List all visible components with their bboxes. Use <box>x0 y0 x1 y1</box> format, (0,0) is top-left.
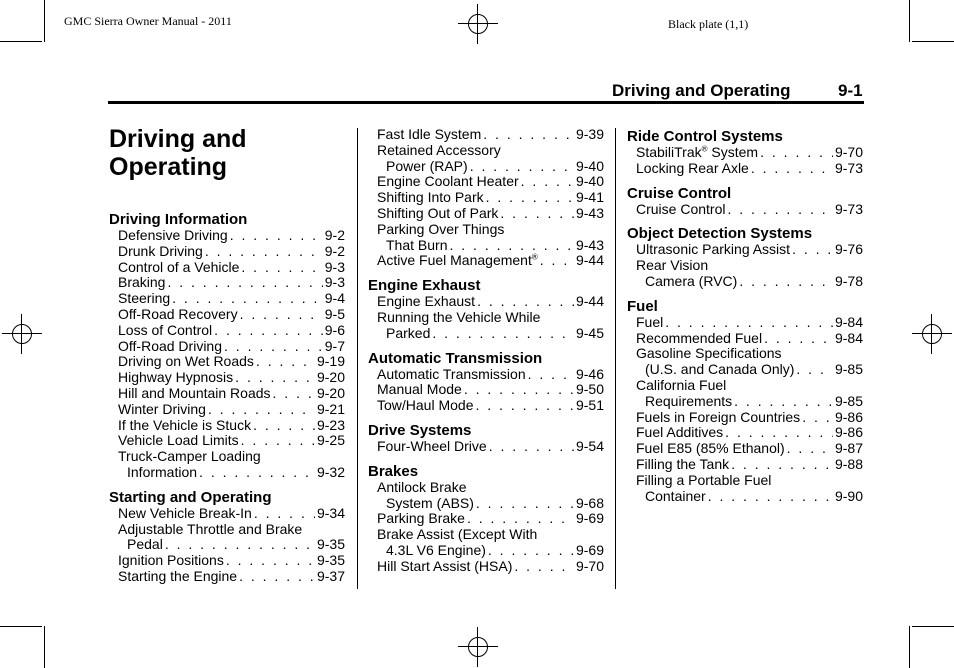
toc-entry-text <box>377 253 538 269</box>
toc-entry-title-cont: Container <box>645 487 706 504</box>
toc-leader-dots <box>725 425 833 441</box>
toc-page-number: 9-20 <box>316 369 345 386</box>
toc-column-2 <box>368 127 604 575</box>
toc-entry-text <box>118 307 238 323</box>
toc-leader-dots <box>727 202 832 218</box>
toc-entry-title: Truck-Camper Loading <box>118 448 261 465</box>
toc-leader-dots <box>224 339 323 355</box>
toc-entry[interactable] <box>109 275 345 291</box>
header-rule <box>108 101 864 104</box>
toc-leader-dots <box>787 441 833 457</box>
toc-page-number: 9-44 <box>575 252 604 269</box>
toc-page-number: 9-41 <box>575 189 604 206</box>
registration-mark-icon <box>912 314 952 354</box>
toc-entry[interactable] <box>109 537 345 553</box>
toc-entry[interactable] <box>368 127 604 143</box>
toc-entry-text <box>118 370 233 386</box>
toc-leader-dots <box>165 537 315 553</box>
toc-page-number: 9-3 <box>324 258 345 275</box>
toc-page-number: 9-45 <box>575 324 604 341</box>
toc-entry-title-cont: Requirements <box>645 392 733 409</box>
toc-entry-text <box>118 291 170 307</box>
toc-page-number: 9-70 <box>834 144 863 160</box>
toc-entry-text <box>636 441 785 457</box>
toc-entry-text <box>118 228 228 244</box>
toc-section-heading: Brakes <box>368 462 419 480</box>
toc-entry[interactable] <box>109 569 345 585</box>
toc-entry-title: Running the Vehicle While <box>377 308 541 325</box>
toc-entry-title: Drunk Driving <box>118 242 203 259</box>
toc-leader-dots <box>528 367 574 383</box>
toc-entry-title: Steering <box>118 290 171 307</box>
toc-leader-dots <box>240 307 323 323</box>
toc-entry[interactable] <box>627 242 863 258</box>
toc-page-number: 9-54 <box>575 437 604 454</box>
chapter-title-line: Operating <box>109 153 228 181</box>
crop-mark <box>912 41 954 42</box>
toc-entry-text <box>118 323 212 339</box>
toc-entry-title: Defensive Driving <box>118 227 228 243</box>
header-section-title: Driving and Operating <box>612 81 791 100</box>
toc-leader-dots <box>254 506 315 522</box>
toc-entry-text <box>118 553 224 569</box>
toc-entry[interactable] <box>627 331 863 347</box>
plate-label: Black plate (1,1) <box>668 17 749 31</box>
registration-mark-icon <box>458 627 498 667</box>
toc-entry-text <box>127 537 163 553</box>
toc-page-number: 9-19 <box>316 353 345 370</box>
toc-entry-text <box>118 244 203 260</box>
toc-leader-dots <box>521 174 574 190</box>
chapter-title-line: Driving and <box>109 125 247 153</box>
toc-entry-text <box>377 174 519 190</box>
toc-page-number: 9-4 <box>324 290 345 307</box>
toc-entry[interactable] <box>109 291 345 307</box>
toc-leader-dots <box>449 238 573 254</box>
toc-page-number: 9-5 <box>324 305 345 322</box>
toc-page-number: 9-40 <box>575 157 604 174</box>
toc-entry-title: Brake Assist (Except With <box>377 526 538 543</box>
toc-entry-text <box>636 410 800 426</box>
crop-mark <box>909 0 910 42</box>
toc-entry-title: Active Fuel Management <box>377 252 532 269</box>
toc-page-number: 9-90 <box>834 487 863 504</box>
toc-entry-text <box>386 159 468 175</box>
toc-section-heading: Automatic Transmission <box>368 349 543 367</box>
toc-entry[interactable] <box>627 457 863 473</box>
toc-leader-dots <box>214 323 323 339</box>
toc-leader-dots <box>731 457 833 473</box>
toc-page-number: 9-44 <box>575 293 604 310</box>
toc-entry-text <box>386 543 486 559</box>
toc-entry-text <box>118 339 222 355</box>
toc-leader-dots <box>486 190 574 206</box>
toc-page-number: 9-87 <box>834 440 863 457</box>
toc-page-number: 9-84 <box>834 329 863 346</box>
toc-leader-dots <box>167 275 322 291</box>
toc-entry-text <box>118 569 237 585</box>
toc-entry-title: Adjustable Throttle and Brake <box>118 520 303 537</box>
toc-entry[interactable] <box>368 206 604 222</box>
toc-entry-title: Four-Wheel Drive <box>377 437 487 454</box>
toc-page-number: 9-39 <box>575 126 604 142</box>
toc-entry-title-cont: Camera (RVC) <box>645 272 738 289</box>
toc-page-number: 9-86 <box>834 408 863 425</box>
toc-section-heading: Driving Information <box>109 211 248 228</box>
toc-entry-text <box>377 382 462 398</box>
manual-title: GMC Sierra Owner Manual - 2011 <box>64 14 232 28</box>
toc-page-number: 9-3 <box>324 274 345 291</box>
toc-page-number: 9-84 <box>834 313 863 330</box>
toc-page-number: 9-35 <box>316 552 345 569</box>
toc-entry-title-cont: That Burn <box>386 236 448 253</box>
toc-entry[interactable] <box>109 228 345 244</box>
toc-page-number: 9-70 <box>575 557 604 574</box>
toc-leader-dots <box>235 370 315 386</box>
toc-page-number: 9-85 <box>834 392 863 409</box>
toc-leader-dots <box>432 326 574 342</box>
toc-entry-title: Filling a Portable Fuel <box>636 471 772 488</box>
toc-entry-title: New Vehicle Break-In <box>118 504 252 521</box>
toc-page-number: 9-23 <box>316 416 345 433</box>
toc-entry-text <box>377 367 526 383</box>
registered-mark: ® <box>701 144 708 154</box>
toc-entry[interactable] <box>627 394 863 410</box>
toc-entry-text <box>636 457 729 473</box>
toc-entry[interactable] <box>368 511 604 527</box>
toc-entry-title: Fuel E85 (85% Ethanol) <box>636 440 785 457</box>
toc-page-number: 9-25 <box>316 432 345 449</box>
toc-page-number: 9-73 <box>834 159 863 176</box>
toc-entry-title: Filling the Tank <box>636 455 730 472</box>
toc-page-number: 9-20 <box>316 384 345 401</box>
toc-entry-text <box>636 145 758 161</box>
toc-entry-text <box>118 354 254 370</box>
toc-page-number: 9-88 <box>834 455 863 472</box>
toc-entry[interactable] <box>109 433 345 449</box>
toc-entry-title-cont: Power (RAP) <box>386 157 468 174</box>
toc-entry[interactable] <box>627 425 863 441</box>
toc-entry-title: California Fuel <box>636 376 727 393</box>
chapter-title <box>109 125 247 181</box>
toc-section-heading: Engine Exhaust <box>368 277 481 295</box>
toc-entry-text <box>636 425 723 441</box>
toc-entry-text <box>386 496 474 512</box>
crop-mark <box>912 626 954 627</box>
toc-entry-title: Shifting Out of Park <box>377 204 499 221</box>
toc-entry-title: Parking Brake <box>377 510 465 527</box>
toc-entry[interactable] <box>368 238 604 254</box>
toc-entry-title-cont: (U.S. and Canada Only) <box>645 361 795 378</box>
registered-mark: ® <box>531 252 538 262</box>
toc-entry-text <box>118 506 252 522</box>
toc-leader-dots <box>802 410 833 426</box>
toc-leader-dots <box>477 294 574 310</box>
toc-entry[interactable] <box>368 253 604 269</box>
toc-page-number: 9-68 <box>575 494 604 511</box>
toc-page-number: 9-85 <box>834 361 863 378</box>
toc-entry[interactable] <box>368 326 604 342</box>
toc-entry-title-cont: Information <box>127 463 198 480</box>
toc-leader-dots <box>796 362 833 378</box>
toc-page-number: 9-69 <box>575 510 604 527</box>
toc-entry[interactable] <box>109 244 345 260</box>
toc-entry-title: Starting the Engine <box>118 567 238 584</box>
toc-leader-dots <box>256 354 315 370</box>
toc-entry-title: Locking Rear Axle <box>636 159 749 176</box>
toc-entry-title: Parking Over Things <box>377 220 505 237</box>
toc-entry[interactable] <box>368 190 604 206</box>
toc-entry[interactable] <box>627 410 863 426</box>
toc-entry-text <box>377 127 481 143</box>
toc-page-number: 9-51 <box>575 397 604 414</box>
toc-page-number: 9-50 <box>575 381 604 398</box>
toc-entry[interactable] <box>368 174 604 190</box>
toc-section-heading: Fuel <box>627 297 658 315</box>
toc-leader-dots <box>751 161 833 177</box>
toc-entry[interactable] <box>109 465 345 481</box>
toc-entry-text <box>645 394 732 410</box>
toc-entry-text <box>636 315 663 331</box>
toc-entry-text <box>386 326 430 342</box>
toc-page-number: 9-43 <box>575 236 604 253</box>
toc-leader-dots <box>199 465 315 481</box>
toc-entry-title: Manual Mode <box>377 381 462 398</box>
crop-mark <box>0 41 42 42</box>
crop-mark <box>44 0 45 42</box>
toc-entry-title-cont: Parked <box>386 324 431 341</box>
toc-entry-text <box>377 190 484 206</box>
toc-entry-title: Driving on Wet Roads <box>118 353 254 370</box>
toc-leader-dots <box>226 553 315 569</box>
toc-entry[interactable] <box>109 339 345 355</box>
toc-entry-title: Gasoline Specifications <box>636 345 782 362</box>
toc-leader-dots <box>764 331 833 347</box>
toc-section-heading: Cruise Control <box>627 184 732 202</box>
toc-entry[interactable] <box>109 506 345 522</box>
toc-page-number: 9-7 <box>324 337 345 354</box>
toc-entry[interactable] <box>368 398 604 414</box>
toc-page-number: 9-32 <box>316 463 345 480</box>
crop-mark <box>44 626 45 668</box>
toc-entry-title: Automatic Transmission <box>377 365 526 382</box>
toc-leader-dots <box>273 386 315 402</box>
toc-entry-text <box>377 559 512 575</box>
toc-entry-text <box>377 294 475 310</box>
toc-entry-text <box>118 418 251 434</box>
toc-leader-dots <box>476 398 574 414</box>
toc-entry-title: Tow/Haul Mode <box>377 397 474 414</box>
toc-entry-title: Shifting Into Park <box>377 189 484 206</box>
toc-entry[interactable] <box>109 307 345 323</box>
toc-entry[interactable] <box>109 370 345 386</box>
toc-entry-text <box>636 202 725 218</box>
toc-entry-title: Hill Start Assist (HSA) <box>377 557 513 574</box>
toc-leader-dots <box>488 543 574 559</box>
toc-entry[interactable] <box>109 418 345 434</box>
toc-leader-dots <box>470 159 574 175</box>
toc-entry-title: Off-Road Driving <box>118 337 223 354</box>
toc-page-number: 9-2 <box>324 242 345 259</box>
toc-entry[interactable] <box>368 367 604 383</box>
toc-leader-dots <box>172 291 323 307</box>
toc-leader-dots <box>760 145 833 161</box>
toc-leader-dots <box>467 511 574 527</box>
toc-entry-title: Vehicle Load Limits <box>118 432 239 449</box>
toc-entry-text <box>118 402 206 418</box>
toc-entry-title: Braking <box>118 274 166 291</box>
toc-page-number: 9-2 <box>324 227 345 243</box>
toc-page-number: 9-69 <box>575 541 604 558</box>
toc-entry-title: Hill and Mountain Roads <box>118 384 271 401</box>
toc-entry-title: StabiliTrak <box>636 144 702 160</box>
toc-entry-title-suffix: System <box>707 144 759 160</box>
toc-entry-title: Fuels in Foreign Countries <box>636 408 801 425</box>
toc-entry[interactable] <box>627 441 863 457</box>
toc-entry-text <box>377 206 498 222</box>
column-divider <box>615 128 616 589</box>
toc-section-heading: Starting and Operating <box>109 488 272 506</box>
toc-leader-dots <box>464 382 574 398</box>
toc-leader-dots <box>708 489 833 505</box>
toc-entry-text <box>645 489 706 505</box>
toc-entry-title: Control of a Vehicle <box>118 258 240 275</box>
toc-entry-title: Recommended Fuel <box>636 329 763 346</box>
toc-entry[interactable] <box>109 553 345 569</box>
toc-entry-text <box>118 433 239 449</box>
toc-entry-text <box>636 161 749 177</box>
toc-entry-title: Cruise Control <box>636 200 726 217</box>
toc-entry-text <box>645 274 737 290</box>
toc-leader-dots <box>476 496 574 512</box>
toc-entry[interactable] <box>109 260 345 276</box>
toc-entry-title: Fast Idle System <box>377 126 482 142</box>
toc-leader-dots <box>540 253 574 269</box>
toc-entry[interactable] <box>627 161 863 177</box>
toc-entry-text <box>636 331 762 347</box>
toc-leader-dots <box>208 402 315 418</box>
toc-entry[interactable] <box>368 159 604 175</box>
toc-leader-dots <box>205 244 323 260</box>
toc-leader-dots <box>239 569 315 585</box>
toc-entry[interactable] <box>368 294 604 310</box>
toc-entry-title: Ultrasonic Parking Assist <box>636 241 791 258</box>
toc-entry-title-cont: Pedal <box>127 536 163 553</box>
toc-page-number: 9-46 <box>575 365 604 382</box>
toc-entry[interactable] <box>109 386 345 402</box>
toc-page-number: 9-34 <box>316 504 345 521</box>
toc-entry[interactable] <box>627 315 863 331</box>
toc-page-number: 9-78 <box>834 272 863 289</box>
toc-entry-title: Fuel <box>636 313 664 330</box>
toc-entry-text <box>636 242 790 258</box>
toc-entry-text <box>118 260 239 276</box>
toc-entry[interactable] <box>368 439 604 455</box>
toc-entry[interactable] <box>627 145 863 161</box>
toc-page-number: 9-86 <box>834 424 863 441</box>
toc-leader-dots <box>739 274 833 290</box>
toc-section-heading: Object Detection Systems <box>627 225 813 243</box>
toc-entry[interactable] <box>109 402 345 418</box>
toc-entry[interactable] <box>627 274 863 290</box>
toc-entry[interactable] <box>627 489 863 505</box>
toc-entry[interactable] <box>627 202 863 218</box>
toc-entry-text <box>377 511 465 527</box>
toc-leader-dots <box>792 242 833 258</box>
toc-entry-title: Rear Vision <box>636 257 709 274</box>
toc-entry[interactable] <box>368 496 604 512</box>
toc-page-number: 9-40 <box>575 173 604 190</box>
toc-entry-text <box>127 465 197 481</box>
crop-mark <box>909 626 910 668</box>
toc-leader-dots <box>241 433 315 449</box>
toc-leader-dots <box>241 260 322 276</box>
toc-entry-text <box>377 398 474 414</box>
toc-entry-text <box>386 238 447 254</box>
toc-entry-title: Antilock Brake <box>377 478 467 495</box>
toc-entry[interactable] <box>109 323 345 339</box>
toc-section-heading: Drive Systems <box>368 421 472 439</box>
toc-column-1 <box>109 211 345 585</box>
toc-entry-title-cont: 4.3L V6 Engine) <box>386 541 486 558</box>
toc-leader-dots <box>489 439 574 455</box>
toc-leader-dots <box>230 228 323 244</box>
toc-section-heading: Ride Control Systems <box>627 128 783 145</box>
toc-leader-dots <box>514 559 574 575</box>
toc-page-number: 9-43 <box>575 204 604 221</box>
toc-column-3 <box>627 128 863 504</box>
toc-entry-title: Winter Driving <box>118 400 206 417</box>
toc-entry[interactable] <box>368 382 604 398</box>
header-page-number: 9-1 <box>838 81 863 100</box>
toc-entry-text <box>118 386 271 402</box>
toc-entry[interactable] <box>109 354 345 370</box>
registration-mark-icon <box>2 314 42 354</box>
toc-leader-dots <box>483 127 574 143</box>
toc-page-number: 9-76 <box>834 241 863 258</box>
toc-page-number: 9-73 <box>834 200 863 217</box>
toc-entry-text <box>377 439 487 455</box>
toc-entry-title: Loss of Control <box>118 321 213 338</box>
toc-entry-title: Off-Road Recovery <box>118 305 238 322</box>
toc-leader-dots <box>734 394 833 410</box>
column-divider <box>357 128 358 589</box>
toc-entry-title: If the Vehicle is Stuck <box>118 416 252 433</box>
toc-entry-title-cont: System (ABS) <box>386 494 474 511</box>
toc-page-number: 9-35 <box>316 536 345 553</box>
toc-entry[interactable] <box>368 559 604 575</box>
toc-page-number: 9-6 <box>324 321 345 338</box>
toc-entry-text <box>118 275 165 291</box>
toc-entry-title: Engine Exhaust <box>377 293 476 310</box>
toc-page-number: 9-21 <box>316 400 345 417</box>
toc-leader-dots <box>500 206 574 222</box>
toc-entry-title: Highway Hypnosis <box>118 369 234 386</box>
toc-leader-dots <box>665 315 833 331</box>
toc-entry-title: Fuel Additives <box>636 424 724 441</box>
crop-mark <box>0 626 42 627</box>
toc-entry-title: Retained Accessory <box>377 141 501 158</box>
toc-page-number: 9-37 <box>316 567 345 584</box>
toc-entry-title: Ignition Positions <box>118 552 224 569</box>
toc-entry[interactable] <box>627 362 863 378</box>
toc-entry-text <box>645 362 794 378</box>
registration-mark-icon <box>458 4 498 44</box>
toc-entry-title: Engine Coolant Heater <box>377 173 519 190</box>
toc-entry[interactable] <box>368 543 604 559</box>
toc-leader-dots <box>253 418 315 434</box>
